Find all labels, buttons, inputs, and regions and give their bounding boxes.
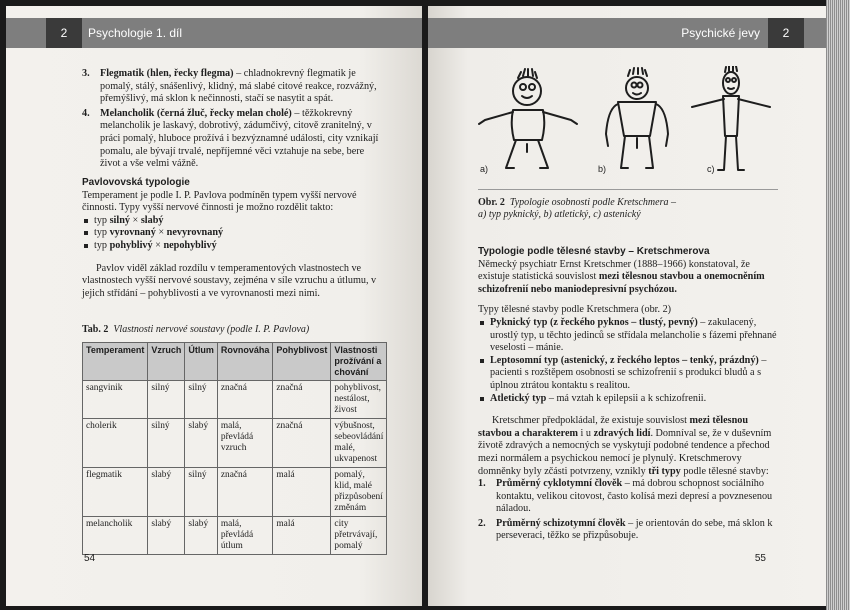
section-heading: Pavlovovská typologie — [82, 177, 190, 188]
figure-label-a: a) — [480, 164, 489, 174]
list-item: Pyknický typ (z řeckého pyknos – tlustý, pevný) – zakulacený, urostlý typ, u těchto jedinců se střídala melancholie s fázemi přehnané veselosti – mánie. — [478, 317, 778, 355]
table-row — [83, 381, 387, 419]
right-page — [428, 6, 826, 606]
paragraph: Pavlov viděl základ rozdílu v temperamentových vlastnostech ve vlastnostech vyšší nervové soustavy, zejména v síle vzruchu a útlumu, v jejich střídání – pohyblivosti a ve vyrovnanosti mezi nimi. — [82, 262, 377, 299]
table-cell: cholerik — [83, 419, 148, 468]
pavlov-section — [82, 177, 384, 300]
kretschmer-figure — [478, 66, 778, 176]
table-cell: city přetrvávají, pomalý — [331, 517, 387, 555]
right-page-header — [428, 18, 826, 48]
body-type-list — [478, 317, 778, 405]
table-cell: melancholik — [83, 517, 148, 555]
numbered-list — [478, 478, 778, 543]
chapter-tab: 2 — [768, 18, 804, 48]
column-header: Rovnováha — [217, 343, 273, 381]
table-row — [83, 419, 387, 468]
paragraph: Temperament je podle I. P. Pavlova podmíněn typem vyšší nervové činnosti. Typy vyšší nervové činnosti je možno rozdělit takto: — [82, 189, 357, 214]
table-cell: značná — [217, 468, 273, 517]
left-page — [6, 6, 422, 606]
table-caption: Tab. 2 Vlastnosti nervové soustavy (podle I. P. Pavlova) — [82, 324, 310, 335]
list-item: 2. Průměrný schizotymní člověk – je orientován do sebe, má sklon k perseveraci, těžko se přizpůsobuje. — [478, 517, 773, 542]
column-header: Temperament — [83, 343, 148, 381]
table-cell: slabý — [185, 517, 218, 555]
temperament-list — [82, 68, 384, 173]
column-header: Pohyblivost — [273, 343, 331, 381]
table-cell: slabý — [185, 419, 218, 468]
figure-divider — [478, 189, 778, 190]
running-title: Psychické jevy — [681, 26, 760, 40]
list-item: 1. Průměrný cyklotymní člověk – má dobrou schopnost sociálního kontaktu, velikou citovost, často kolísá mezi depresí a povznesenou náladou. — [478, 478, 773, 515]
table-cell: sangvinik — [83, 381, 148, 419]
table-row — [83, 468, 387, 517]
chapter-tab: 2 — [46, 18, 82, 48]
table-cell: silný — [148, 419, 185, 468]
table-cell: značná — [217, 381, 273, 419]
page-number: 55 — [754, 553, 766, 564]
table-cell: pomalý, klid, malé přizpůsobení změnám — [331, 468, 387, 517]
running-title: Psychologie 1. díl — [88, 26, 183, 40]
table-cell: malá, převládá vzruch — [217, 419, 273, 468]
nervous-system-table — [82, 342, 387, 555]
table-cell: slabý — [148, 517, 185, 555]
table-cell: silný — [185, 468, 218, 517]
figure-caption: Obr. 2 Typologie osobnosti podle Kretschmera – a) typ pyknický, b) atletický, c) astenický — [478, 197, 676, 220]
type-list — [82, 215, 384, 253]
page-edges — [826, 0, 850, 610]
table-header-row — [83, 343, 387, 381]
table-cell: značná — [273, 381, 331, 419]
table-cell: značná — [273, 419, 331, 468]
table-cell: výbušnost, sebeovládání malé, ukvapenost — [331, 419, 387, 468]
list-item: 3. Flegmatik (hlen, řecky flegma) – chladnokrevný flegmatik je pomalý, stálý, snášenlivý, klidný, má slabé citové reakce, rozvážný, přemýšlivý, má sklon k nečinnosti, stačí se nasytit a spát. — [82, 68, 377, 105]
column-header: Útlum — [185, 343, 218, 381]
kretschmer-section — [478, 246, 778, 545]
list-item: typ pohyblivý × nepohyblivý — [82, 240, 384, 253]
column-header: Vzruch — [148, 343, 185, 381]
figure-label-c: c) — [707, 164, 715, 174]
paragraph: Německý psychiatr Ernst Kretschmer (1888–1966) konstatoval, že existuje statistická souvislost mezi tělesnou stavbou a onemocněním schizofrenií nebo maniodepresivní psychózou. — [478, 258, 765, 295]
table-cell: slabý — [148, 468, 185, 517]
table-cell: malá — [273, 468, 331, 517]
table-cell: malá, převládá útlum — [217, 517, 273, 555]
figure-pyknic — [479, 69, 577, 168]
table-row — [83, 517, 387, 555]
list-item: 4. Melancholik (černá žluč, řecky melan cholé) – těžkokrevný melancholik je laskavý, dobrotivý, zádumčivý, citově zranitelný, v práci pomalý, hluboce prožívá i bezvýznamné události, city vznikají pomalu, ale bývají trvalé, nepříjemné věci vztahuje na sebe, bere život a vše velmi vážně. — [82, 107, 379, 170]
figure-athletic — [606, 68, 668, 168]
table-cell: silný — [148, 381, 185, 419]
left-page-header — [6, 18, 422, 48]
figure-label-b: b) — [598, 164, 607, 174]
section-heading: Typologie podle tělesné stavby – Kretschmerova — [478, 246, 710, 257]
column-header: Vlastnosti prožívání a chování — [331, 343, 387, 381]
paragraph: Typy tělesné stavby podle Kretschmera (obr. 2) — [478, 304, 672, 316]
figure-asthenic — [692, 66, 770, 170]
table-cell: flegmatik — [83, 468, 148, 517]
table-cell: silný — [185, 381, 218, 419]
paragraph: Kretschmer předpokládal, že existuje souvislost mezi tělesnou stavbou a charakterem i u zdravých lidí. Domníval se, že v duševním životě zdravých a nemocných se vyskytují podobné tendence a přechod mezi normálem a psychickou nemocí je plynulý. Kretschmerovy domněnky byly zčásti potvrzeny, vznikly tři typy podle tělesné stavby: — [478, 415, 772, 477]
list-item: Leptosomní typ (astenický, z řeckého leptos – tenký, prázdný) – pacienti s rozštěpem osobnosti se schizofrenií s produkcí bludů a s úplnou ztrátou kontaktu s realitou. — [478, 355, 778, 393]
table-cell: pohyblivost, nestálost, živost — [331, 381, 387, 419]
table-cell: malá — [273, 517, 331, 555]
list-item: typ silný × slabý — [82, 215, 384, 228]
list-item: Atletický typ – má vztah k epilepsii a k schizofrenii. — [478, 393, 778, 406]
page-number: 54 — [84, 553, 96, 564]
list-item: typ vyrovnaný × nevyrovnaný — [82, 227, 384, 240]
